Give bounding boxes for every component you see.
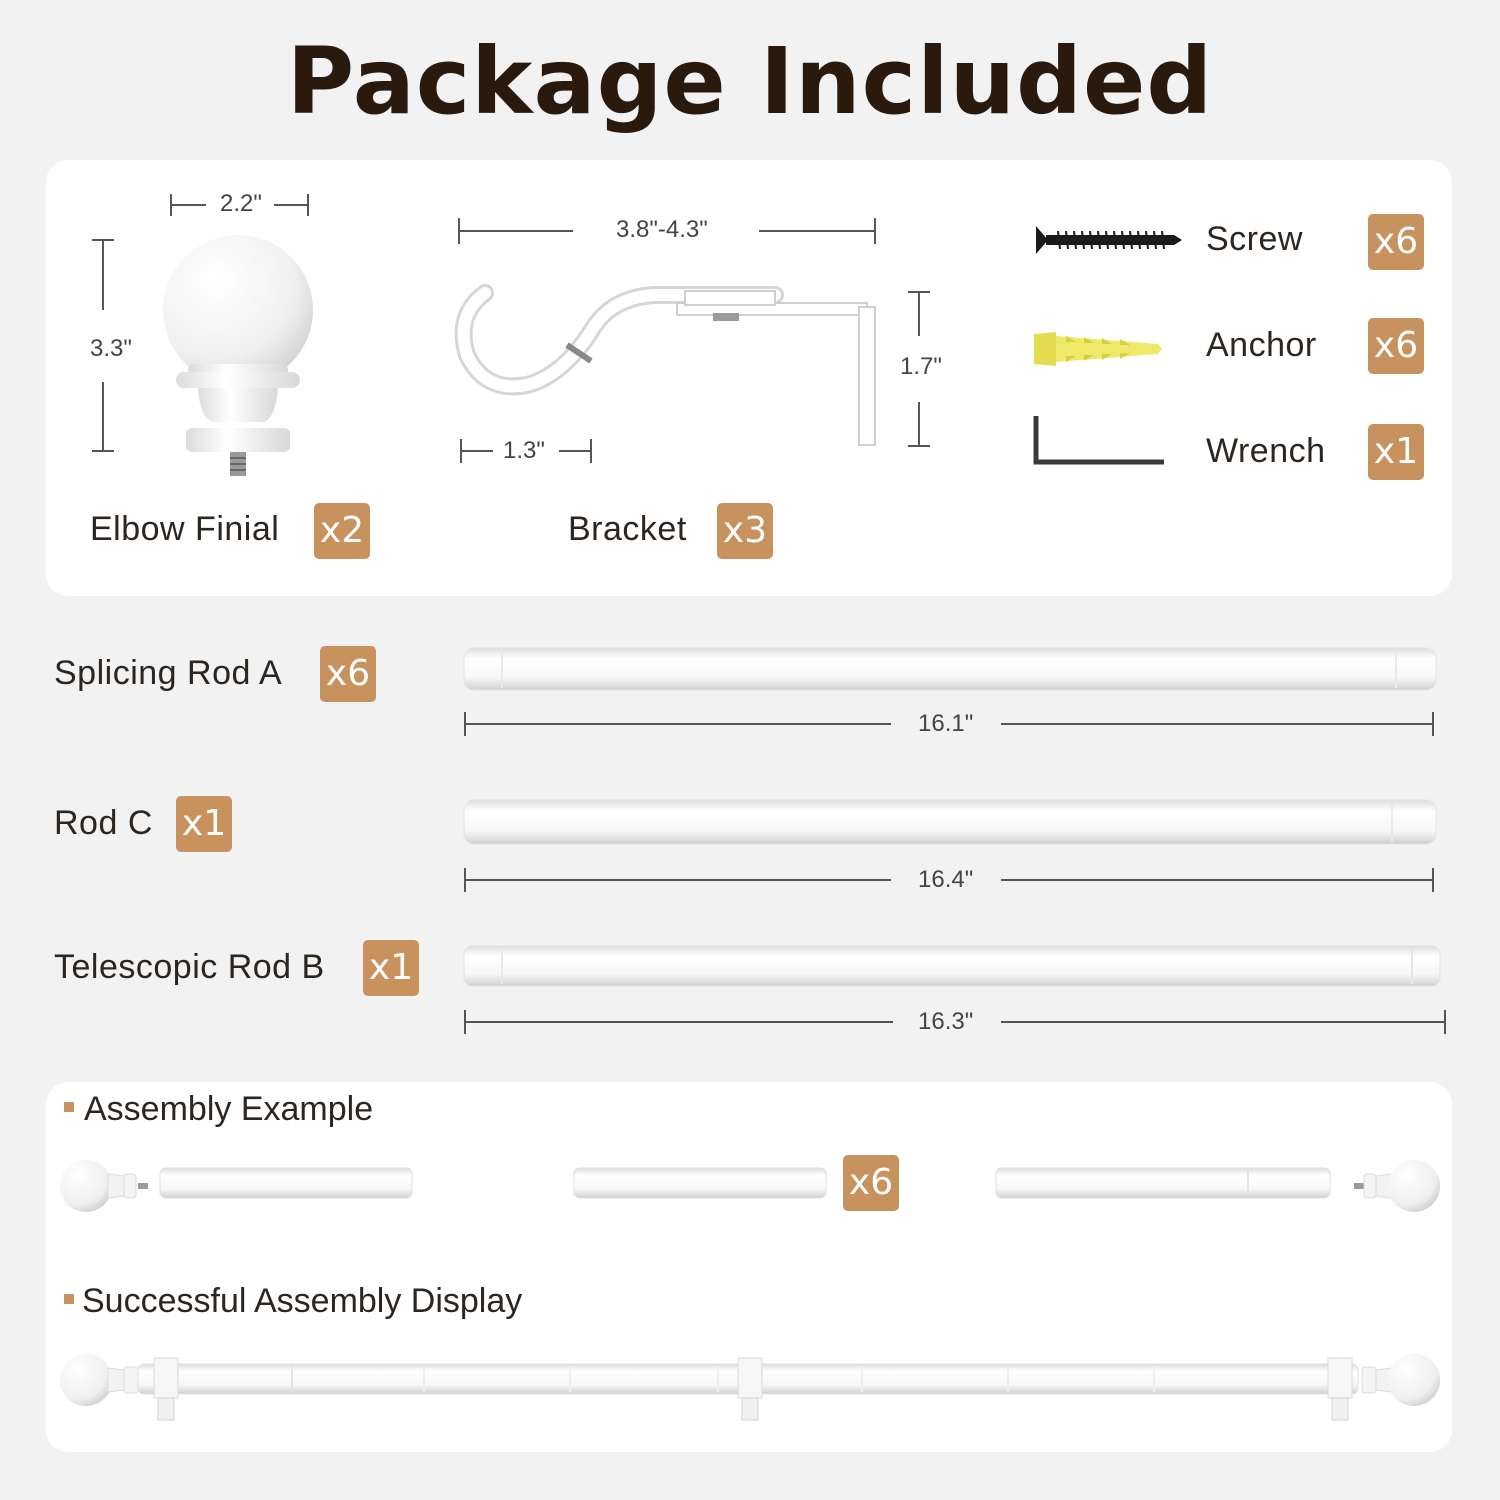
finial-height-label: 3.3" — [90, 335, 132, 362]
rod-b-image — [462, 942, 1446, 990]
assembly-display-image — [58, 1350, 1444, 1426]
wrench-label: Wrench — [1206, 432, 1326, 470]
screw-qty-badge: x6 — [1368, 214, 1424, 270]
rod-b-length-label: 16.3" — [918, 1008, 974, 1035]
assembly-display-title: Successful Assembly Display — [82, 1282, 523, 1320]
anchor-qty-badge: x6 — [1368, 318, 1424, 374]
bracket-height-label: 1.7" — [900, 353, 942, 380]
screw-icon — [1034, 222, 1184, 258]
rod-c-label: Rod C — [54, 804, 153, 842]
rod-a-qty-badge: x6 — [320, 646, 376, 702]
rod-a-label: Splicing Rod A — [54, 654, 283, 692]
assembly-example-title: Assembly Example — [84, 1090, 374, 1128]
finial-qty-badge: x2 — [314, 503, 370, 559]
finial-image — [160, 232, 320, 482]
bracket-depth-label: 1.3" — [503, 437, 545, 464]
anchor-label: Anchor — [1206, 326, 1317, 364]
wrench-icon — [1032, 414, 1168, 468]
wrench-qty-badge: x1 — [1368, 424, 1424, 480]
assembly-example-qty-badge: x6 — [843, 1155, 899, 1211]
screw-label: Screw — [1206, 220, 1303, 258]
rod-b-label: Telescopic Rod B — [54, 948, 325, 986]
page-title: Package Included — [286, 28, 1214, 135]
finial-label: Elbow Finial — [90, 510, 280, 548]
assembly-example-image — [58, 1156, 1444, 1216]
anchor-icon — [1032, 328, 1164, 370]
bracket-qty-badge: x3 — [717, 503, 773, 559]
bracket-image — [455, 285, 885, 450]
rod-b-qty-badge: x1 — [363, 940, 419, 996]
rod-c-image — [462, 798, 1440, 848]
rod-c-length-label: 16.4" — [918, 866, 974, 893]
finial-width-label: 2.2" — [220, 190, 262, 217]
rod-a-image — [462, 646, 1440, 694]
rod-c-qty-badge: x1 — [176, 796, 232, 852]
assembly-example-bullet — [64, 1102, 74, 1112]
assembly-display-bullet — [64, 1294, 74, 1304]
bracket-length-label: 3.8"-4.3" — [616, 216, 708, 243]
bracket-label: Bracket — [568, 510, 687, 548]
rod-a-length-label: 16.1" — [918, 710, 974, 737]
